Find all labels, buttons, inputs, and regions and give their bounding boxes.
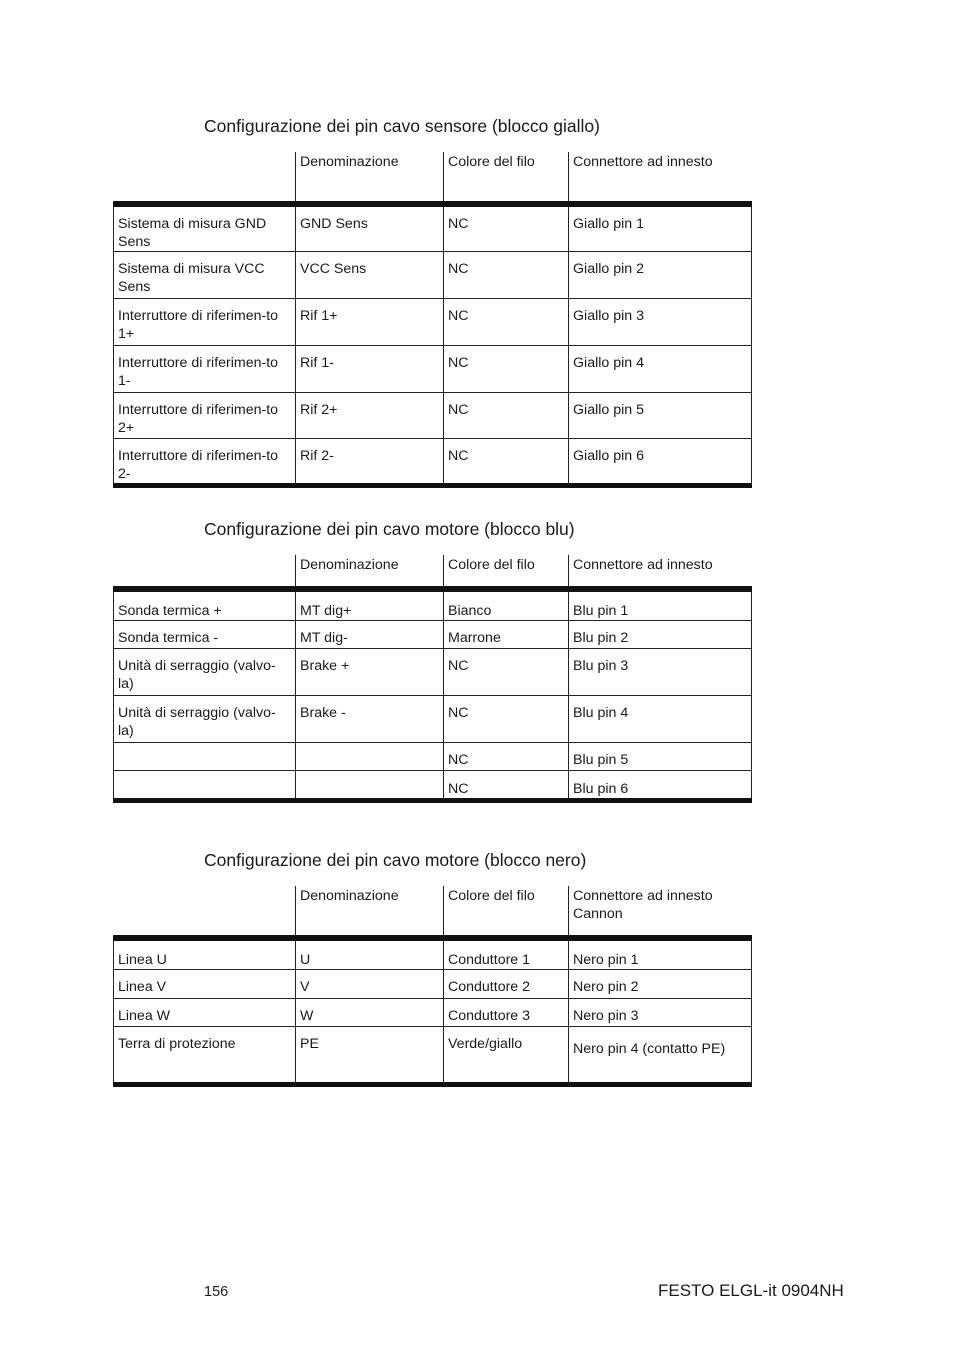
cell: Nero pin 1 <box>569 938 752 970</box>
cell: Sonda termica + <box>114 589 296 621</box>
cell: NC <box>444 771 569 801</box>
cell: Marrone <box>444 621 569 649</box>
header-cell <box>114 555 296 589</box>
cell: Rif 1- <box>296 346 444 393</box>
cell: Brake - <box>296 696 444 743</box>
cell: Giallo pin 5 <box>569 393 752 439</box>
cell: Blu pin 6 <box>569 771 752 801</box>
cell: NC <box>444 393 569 439</box>
cell: Brake + <box>296 649 444 696</box>
page-number: 156 <box>204 1284 229 1300</box>
cell: Linea V <box>114 970 296 999</box>
cell: Giallo pin 6 <box>569 439 752 486</box>
cell: Giallo pin 4 <box>569 346 752 393</box>
cell: Blu pin 5 <box>569 743 752 771</box>
cell: W <box>296 999 444 1027</box>
cell: NC <box>444 439 569 486</box>
cell: Rif 2- <box>296 439 444 486</box>
cell <box>296 771 444 801</box>
cell: Rif 1+ <box>296 299 444 346</box>
cell: Unità di serraggio (valvo-la) <box>114 696 296 743</box>
table-row <box>114 346 752 393</box>
header-cell <box>114 886 296 938</box>
cell: Blu pin 3 <box>569 649 752 696</box>
cell: NC <box>444 252 569 299</box>
cell: Giallo pin 2 <box>569 252 752 299</box>
cell: Blu pin 2 <box>569 621 752 649</box>
table-row <box>114 621 752 649</box>
cell: NC <box>444 649 569 696</box>
cell: Conduttore 3 <box>444 999 569 1027</box>
cell: Verde/giallo <box>444 1027 569 1085</box>
cell: Conduttore 1 <box>444 938 569 970</box>
table-row <box>114 938 752 970</box>
cell: MT dig- <box>296 621 444 649</box>
header-cell: Connettore ad innesto <box>569 555 752 589</box>
cell: VCC Sens <box>296 252 444 299</box>
table-row <box>114 439 752 486</box>
cell: V <box>296 970 444 999</box>
cell: Interruttore di riferimen-to 1- <box>114 346 296 393</box>
cell: NC <box>444 346 569 393</box>
cell <box>296 743 444 771</box>
table-row <box>114 252 752 299</box>
table-row <box>114 589 752 621</box>
cell: Linea U <box>114 938 296 970</box>
cell: NC <box>444 204 569 252</box>
cell: PE <box>296 1027 444 1085</box>
cell: Blu pin 4 <box>569 696 752 743</box>
cell: Conduttore 2 <box>444 970 569 999</box>
cell: Terra di protezione <box>114 1027 296 1085</box>
table-row <box>114 393 752 439</box>
table-row <box>114 299 752 346</box>
header-cell: Colore del filo <box>444 886 569 938</box>
table-row <box>114 1027 752 1085</box>
cell: Bianco <box>444 589 569 621</box>
table-row <box>114 743 752 771</box>
header-cell: Denominazione <box>296 886 444 938</box>
header-cell: Denominazione <box>296 555 444 589</box>
table-row <box>114 204 752 252</box>
header-cell: Denominazione <box>296 152 444 204</box>
section-title-sensor: Configurazione dei pin cavo sensore (blocco giallo) <box>204 116 600 136</box>
cell: Nero pin 2 <box>569 970 752 999</box>
cell: Interruttore di riferimen-to 2+ <box>114 393 296 439</box>
cell: Nero pin 4 (contatto PE) <box>569 1027 752 1085</box>
cell <box>114 771 296 801</box>
cell: GND Sens <box>296 204 444 252</box>
cell: MT dig+ <box>296 589 444 621</box>
cell: Unità di serraggio (valvo-la) <box>114 649 296 696</box>
cell <box>114 743 296 771</box>
cell: Rif 2+ <box>296 393 444 439</box>
cell: NC <box>444 299 569 346</box>
pin-table-motor-black <box>113 886 752 1087</box>
pin-table-sensor <box>113 152 752 488</box>
table-row <box>114 970 752 999</box>
cell: Linea W <box>114 999 296 1027</box>
table-row <box>114 999 752 1027</box>
table-row <box>114 649 752 696</box>
cell: Nero pin 3 <box>569 999 752 1027</box>
header-cell <box>114 152 296 204</box>
cell: Sistema di misura VCC Sens <box>114 252 296 299</box>
cell: Sistema di misura GND Sens <box>114 204 296 252</box>
cell: U <box>296 938 444 970</box>
cell: Giallo pin 3 <box>569 299 752 346</box>
header-cell: Connettore ad innesto Cannon <box>569 886 752 938</box>
cell: Interruttore di riferimen-to 2- <box>114 439 296 486</box>
cell: NC <box>444 696 569 743</box>
cell: Interruttore di riferimen-to 1+ <box>114 299 296 346</box>
header-cell: Connettore ad innesto <box>569 152 752 204</box>
section-title-motor-blue: Configurazione dei pin cavo motore (blocco blu) <box>204 519 575 539</box>
section-title-motor-black: Configurazione dei pin cavo motore (blocco nero) <box>204 850 587 870</box>
cell: Blu pin 1 <box>569 589 752 621</box>
table-row <box>114 771 752 801</box>
cell: Sonda termica - <box>114 621 296 649</box>
header-cell: Colore del filo <box>444 152 569 204</box>
table-row <box>114 696 752 743</box>
document-id: FESTO ELGL-it 0904NH <box>658 1281 844 1300</box>
cell: NC <box>444 743 569 771</box>
cell: Giallo pin 1 <box>569 204 752 252</box>
pin-table-motor-blue <box>113 555 752 803</box>
header-cell: Colore del filo <box>444 555 569 589</box>
